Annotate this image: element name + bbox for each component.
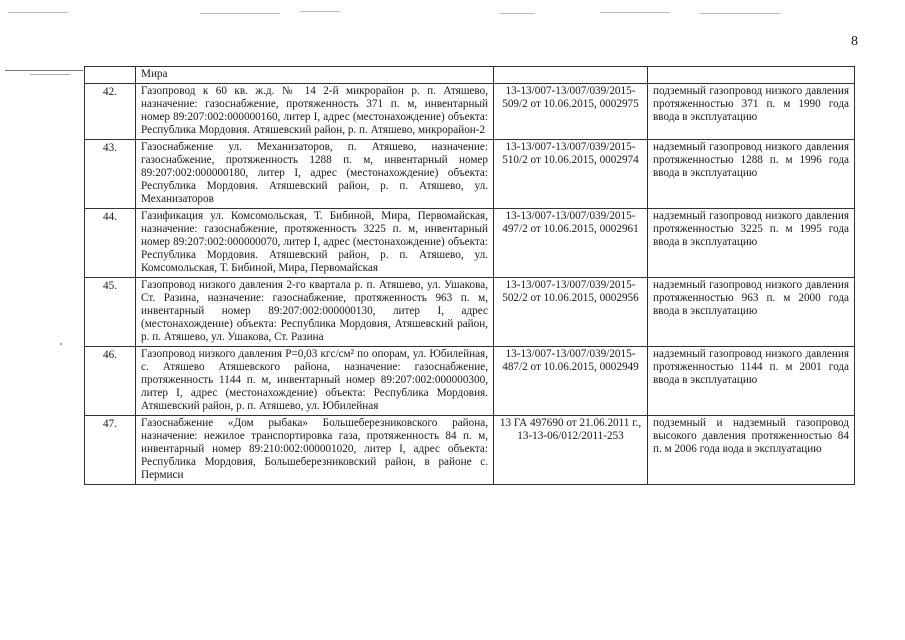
registration-record: 13-13/007-13/007/039/2015-510/2 от 10.06.2015, 0002974	[494, 140, 648, 209]
row-number: 44.	[85, 209, 136, 278]
object-description: Газопровод низкого давления Р=0,03 кгс/см² по опорам, ул. Юбилейная, с. Атяшево Атяшевского района, назначение: газоснабжение, протяженность 1144 п. м, инвентарный номер 89:207:002:000000300, литер I, адрес (местонахождение) объекта: Республика Мордовия. Атяшевский район, р. п. Атяшево, ул. Юбилейная	[136, 347, 494, 416]
row-number: 43.	[85, 140, 136, 209]
object-characteristics: надземный газопровод низкого давления протяженностью 963 п. м 2000 года ввода в эксплуатацию	[648, 278, 855, 347]
row-number: 45.	[85, 278, 136, 347]
registration-record: 13 ГА 497690 от 21.06.2011 г., 13-13-06/012/2011-253	[494, 416, 648, 485]
row-number: 46.	[85, 347, 136, 416]
table-row	[85, 67, 855, 84]
table-row	[85, 140, 855, 209]
registration-record	[494, 67, 648, 84]
object-characteristics: надземный газопровод низкого давления протяженностью 1144 п. м 2001 года ввода в эксплуатацию	[648, 347, 855, 416]
object-description: Газоснабжение «Дом рыбака» Большеберезниковского района, назначение: нежилое транспортировка газа, протяженность 84 п. м, инвентарный номер 89:210:002:000001020, литер I, адрес объекта: Республика Мордовия, Большеберезниковский район, в районе с. Пермиси	[136, 416, 494, 485]
object-description: Газоснабжение ул. Механизаторов, п. Атяшево, назначение: газоснабжение, протяженность 1288 п. м, инвентарный номер 89:207:002:000000180, литер I, адрес (местонахождение) объекта: Республика Мордовия. Атяшевский район, р. п. Атяшево, ул. Механизаторов	[136, 140, 494, 209]
registration-record: 13-13/007-13/007/039/2015-487/2 от 10.06.2015, 0002949	[494, 347, 648, 416]
page-number: 8	[851, 34, 858, 49]
registration-record: 13-13/007-13/007/039/2015-509/2 от 10.06.2015, 0002975	[494, 84, 648, 140]
table-row	[85, 209, 855, 278]
scan-speck	[60, 343, 62, 345]
margin-rule	[5, 70, 83, 71]
scan-noise	[0, 8, 905, 22]
object-description: Газопровод низкого давления 2-го квартала р. п. Атяшево, ул. Ушакова, Ст. Разина, назначение: газоснабжение, протяженность 963 п. м, инвентарный номер 89:207:002:000000130, литер I, адрес (местонахождение) объекта: Республика Мордовия, Атяшевский район, р. п. Атяшево, ул. Ушакова, Ст. Разина	[136, 278, 494, 347]
object-characteristics: подземный газопровод низкого давления протяженностью 371 п. м 1990 года ввода в эксплуатацию	[648, 84, 855, 140]
registration-record: 13-13/007-13/007/039/2015-497/2 от 10.06.2015, 0002961	[494, 209, 648, 278]
row-number: 47.	[85, 416, 136, 485]
margin-rule	[30, 74, 70, 75]
object-characteristics: надземный газопровод низкого давления протяженностью 3225 п. м 1995 года ввода в эксплуатацию	[648, 209, 855, 278]
object-description: Газопровод к 60 кв. ж.д. № 14 2-й микрорайон р. п. Атяшево, назначение: газоснабжение, протяженность 371 п. м, инвентарный номер 89:207:002:000000160, литер I, адрес (местонахождение) объекта: Республика Мордовия. Атяшевский район, р. п. Атяшево, микрорайон-2	[136, 84, 494, 140]
object-characteristics: подземный и надземный газопровод высокого давления протяженностью 84 п. м 2006 года вода в эксплуатацию	[648, 416, 855, 485]
table-row	[85, 416, 855, 485]
row-number: 42.	[85, 84, 136, 140]
registration-record: 13-13/007-13/007/039/2015-502/2 от 10.06.2015, 0002956	[494, 278, 648, 347]
object-characteristics: надземный газопровод низкого давления протяженностью 1288 п. м 1996 года ввода в эксплуатацию	[648, 140, 855, 209]
object-description: Газификация ул. Комсомольская, Т. Бибиной, Мира, Первомайская, назначение: газоснабжение, протяженность 3225 п. м, инвентарный номер 89:207:002:000000070, литер I, адрес (местонахождение) объекта: Республика Мордовия. Атяшевский район, р. п. Атяшево, ул. Комсомольская, Т. Бибиной, Мира, Первомайская	[136, 209, 494, 278]
pipeline-table	[84, 66, 855, 485]
table-row	[85, 278, 855, 347]
object-characteristics	[648, 67, 855, 84]
row-number	[85, 67, 136, 84]
object-description: Мира	[136, 67, 494, 84]
table-row	[85, 84, 855, 140]
table-row	[85, 347, 855, 416]
